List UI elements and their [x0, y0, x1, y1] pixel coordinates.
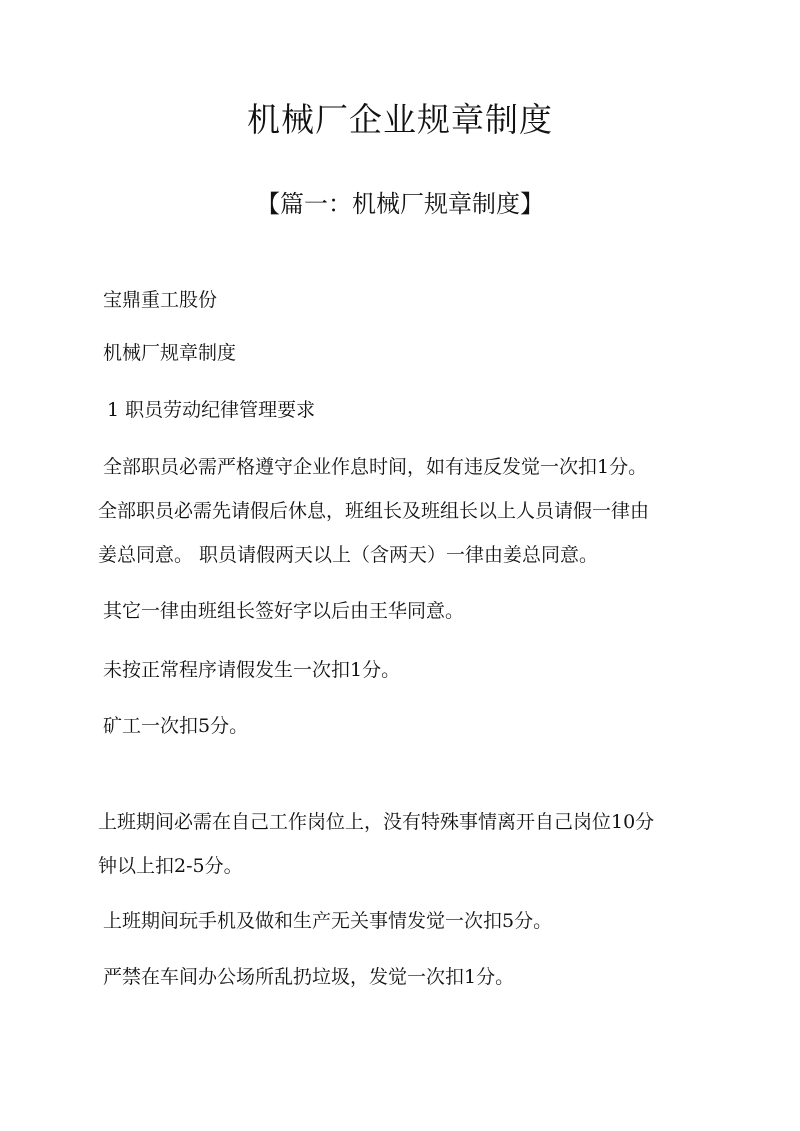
paragraph-line: 全部职员必需严格遵守企业作息时间，如有违反发觉一次扣1分。 — [103, 456, 648, 478]
regulation-name: 机械厂规章制度 — [103, 342, 237, 364]
paragraph-line: 严禁在车间办公场所乱扔垃圾，发觉一次扣1分。 — [103, 966, 515, 988]
company-name: 宝鼎重工股份 — [103, 289, 218, 311]
paragraph-line: 上班期间必需在自己工作岗位上，没有特殊事情离开自己岗位10分 — [98, 811, 655, 833]
section-title: 1 职员劳动纪律管理要求 — [107, 399, 316, 421]
paragraph-line: 姜总同意。 职员请假两天以上（含两天）一律由姜总同意。 — [98, 544, 599, 566]
paragraph-line: 未按正常程序请假发生一次扣1分。 — [103, 659, 401, 681]
paragraph-line: 钟以上扣2-5分。 — [98, 855, 243, 877]
paragraph-line: 上班期间玩手机及做和生产无关事情发觉一次扣5分。 — [103, 910, 553, 932]
section-heading: 【篇一：机械厂规章制度】 — [256, 190, 544, 218]
paragraph-line: 矿工一次扣5分。 — [103, 715, 249, 737]
paragraph-line: 其它一律由班组长签好字以后由王华同意。 — [103, 600, 465, 622]
document-title: 机械厂企业规章制度 — [247, 100, 553, 139]
paragraph-line: 全部职员必需先请假后休息，班组长及班组长以上人员请假一律由 — [98, 500, 650, 522]
